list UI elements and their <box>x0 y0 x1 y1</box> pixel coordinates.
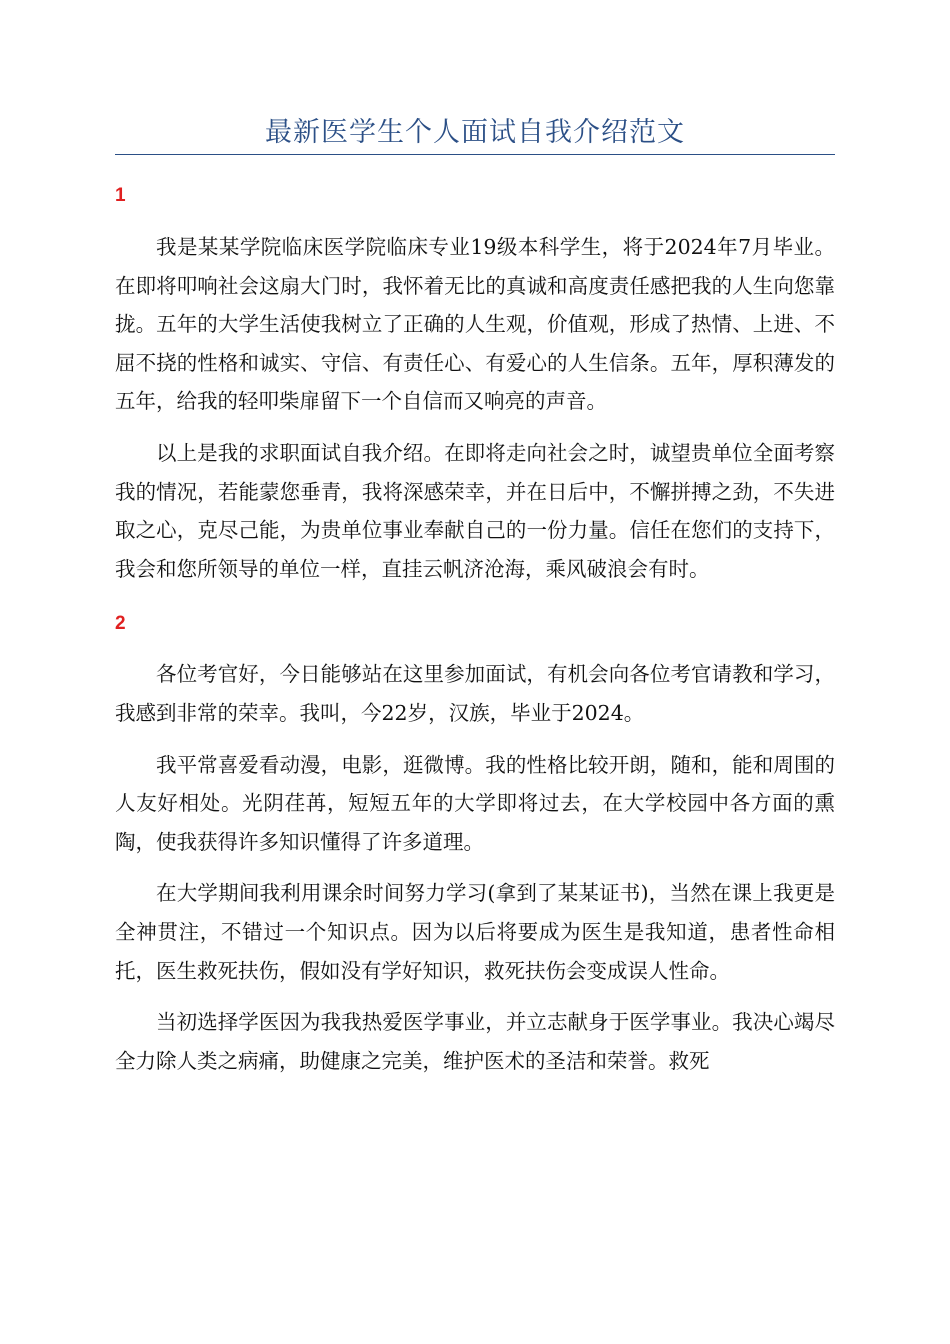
paragraph: 各位考官好，今日能够站在这里参加面试，有机会向各位考官请教和学习，我感到非常的荣幸。我叫，今22岁，汉族，毕业于2024。 <box>115 662 835 725</box>
paragraph: 在大学期间我利用课余时间努力学习(拿到了某某证书)，当然在课上我更是全神贯注，不错过一个知识点。因为以后将要成为医生是我知道，患者性命相托，医生救死扶伤，假如没有学好知识，救死扶伤会变成误人性命。 <box>115 881 835 983</box>
document-page <box>115 0 835 1080</box>
section-2 <box>115 612 835 1080</box>
document-title: 最新医学生个人面试自我介绍范文 <box>265 117 685 148</box>
paragraph: 以上是我的求职面试自我介绍。在即将走向社会之时，诚望贵单位全面考察我的情况，若能蒙您垂青，我将深感荣幸，并在日后中，不懈拼搏之劲，不失进取之心，克尽己能，为贵单位事业奉献自己的一份力量。信任在您们的支持下，我会和您所领导的单位一样，直挂云帆济沧海，乘风破浪会有时。 <box>115 440 835 581</box>
title-underline <box>115 154 835 155</box>
paragraph: 当初选择学医因为我我热爱医学事业，并立志献身于医学事业。我决心竭尽全力除人类之病痛，助健康之完美，维护医术的圣洁和荣誉。救死 <box>115 1010 835 1073</box>
section-number: 2 <box>115 613 126 635</box>
section-1 <box>115 184 835 588</box>
section-number: 1 <box>115 185 126 206</box>
paragraph: 我是某某学院临床医学院临床专业19级本科学生，将于2024年7月毕业。在即将叩响社会这扇大门时，我怀着无比的真诚和高度责任感把我的人生向您靠拢。五年的大学生活使我树立了正确的人生观，价值观，形成了热情、上进、不屈不挠的性格和诚实、守信、有责任心、有爱心的人生信条。五年，厚积薄发的五年，给我的轻叩柴扉留下一个自信而又响亮的声音。 <box>115 235 835 414</box>
paragraph: 我平常喜爱看动漫，电影，逛微博。我的性格比较开朗，随和，能和周围的人友好相处。光阴荏苒，短短五年的大学即将过去，在大学校园中各方面的熏陶，使我获得许多知识懂得了许多道理。 <box>115 752 835 854</box>
